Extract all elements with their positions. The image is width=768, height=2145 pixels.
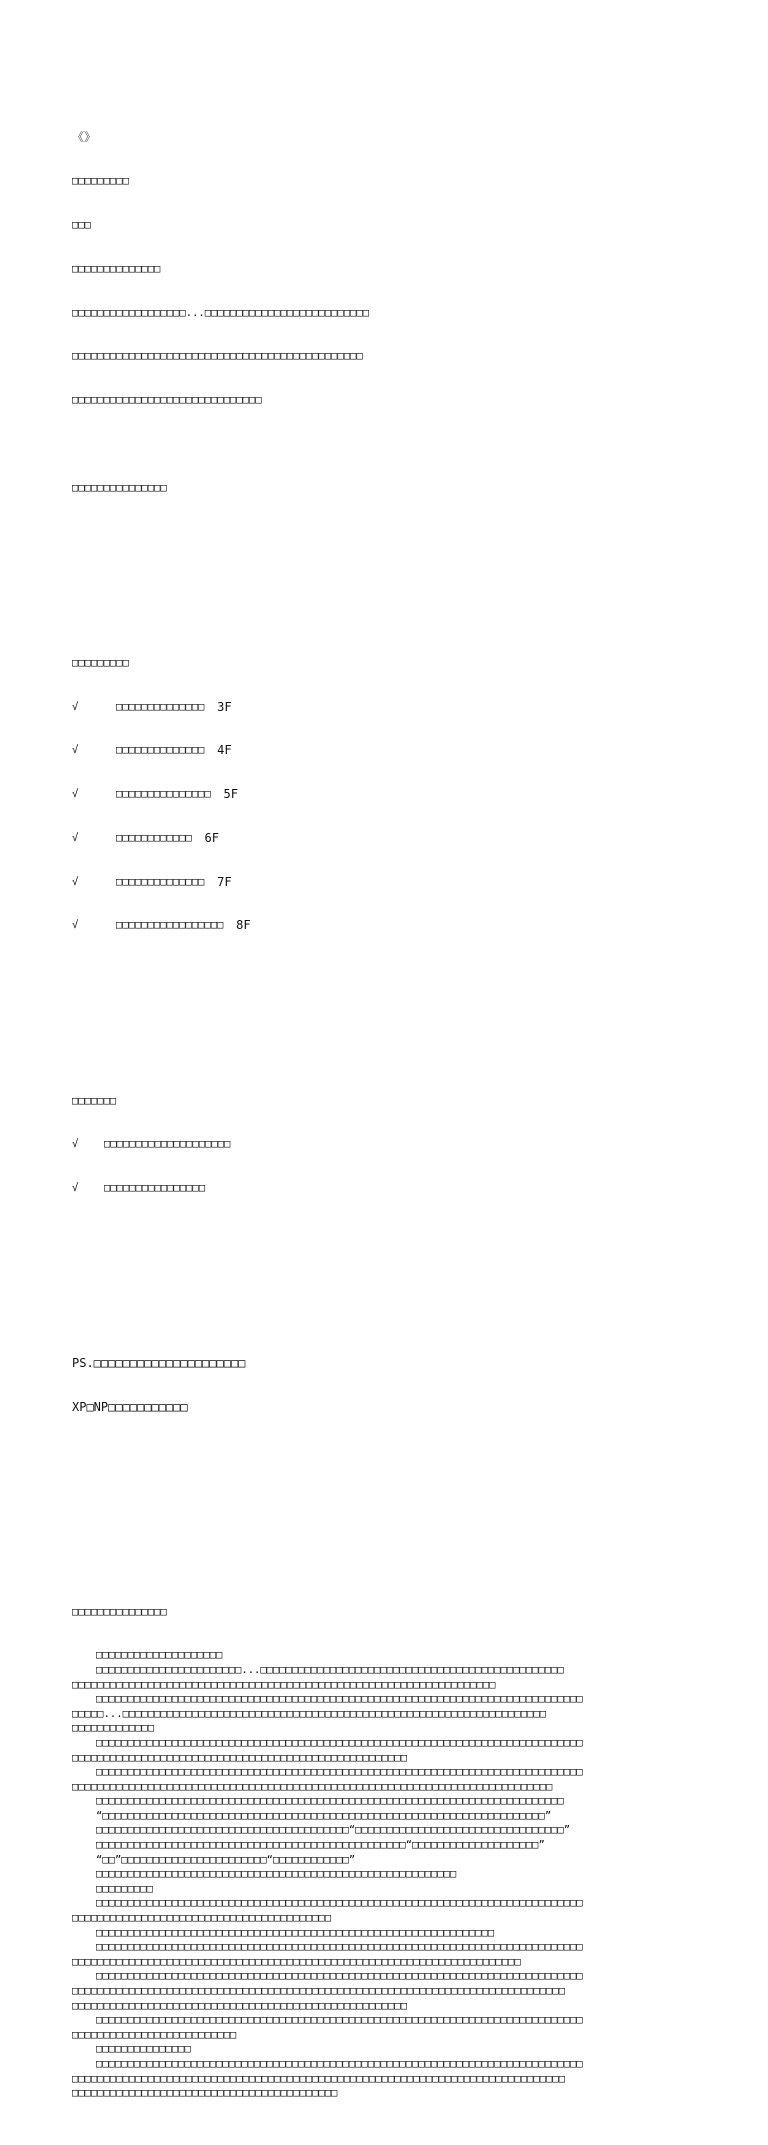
body-line: □□□□□□□□□□□□□□□□□□□□□□□□□□□□□□□□□□□□□□□□□□□□□□□□□□□□□□□□□□□□□□□□□□□□□□□□□□□□□ [96,1693,583,1706]
notes-heading: □□□□□□□ [72,1094,117,1107]
check-icon: √ [72,744,79,757]
body-line: □□□□□□□□□□□□□□□□□□□□□□□□□□□□□□□□□□□□□□□□□□□□□□□□□□□□□□□□□□□□□□□□□□□ [72,1678,496,1691]
body-line: □□□□□□□□□□□□□□□□□□□□□□□□□□□□□□□□□□□□□□□□□□□□□□□□□□□□□□□□□□□□□□□ [96,1926,495,1939]
note-item-text: □□□□□□□□□□□□□□□□ [104,1182,206,1195]
body-line: □□□□□□□□□ [96,1882,153,1895]
floor-label: 4F [217,743,232,758]
body-line: □□□□□□□□□□□□□□□□□□□□□□□□□□□□□□□□□□□□□□□□□□□□□□□□□“□□□□□□□□□□□□□□□□□□□□” [96,1839,545,1852]
floor-item-text: □□□□□□□□□□□□□□ [116,875,205,888]
floor-label: 5F [223,787,238,802]
floor-item-text: □□□□□□□□□□□□□□ [116,744,205,757]
note-item [72,1137,702,1152]
body-line: □□□□□□□□□□□□□□□□□□□□□□□□□□□□□□□□□□□□□□□□□□□□□□□□□□□□□□□□□ [96,1868,457,1881]
body-paragraphs [72,1648,702,2100]
floor-item [72,700,702,715]
ps-line: PS.□□□□□□□□□□□□□□□□□□□□□ [72,1356,246,1371]
floor-label: 3F [217,699,232,714]
floor-item-text: □□□□□□□□□□□□ [116,831,192,844]
body-line: □□□□□□□□□□□□□□□□□□□□□□□□□□□□□□□□□□□□□□□□□□□□□□□□□□□□□ [72,1999,408,2012]
intro-line: □□□□□□□□□□□□□□□□□□...□□□□□□□□□□□□□□□□□□□□□□□□□□ [72,306,370,319]
floor-item [72,787,702,802]
body-line: “□□”□□□□□□□□□□□□□□□□□□□□□□□“□□□□□□□□□□□□” [96,1853,356,1866]
check-icon: √ [72,1138,79,1151]
body-line: □□□□□...□□□□□□□□□□□□□□□□□□□□□□□□□□□□□□□□□□□□□□□□□□□□□□□□□□□□□□□□□□□□□□□□□□□ [72,1707,547,1720]
ps-section [72,1327,702,1444]
body-line: □□□□□□□□□□□□□□□□□□□□□□□□□□□□□□□□□□□□□□□□□□□□□□□□□□□□□□□□□□□□□□□□□□□□□□□ [72,1955,521,1968]
note-item-text: □□□□□□□□□□□□□□□□□□□□ [104,1138,231,1151]
intro-line: □□□□□□□□□□□□□□□□□□□□□□□□□□□□□□ [72,394,262,407]
floor-item [72,918,702,933]
floors-heading: □□□□□□□□□ [72,656,129,669]
intro-line: □□□□□□□□□□□□□□□□□□□□□□□□□□□□□□□□□□□□□□□□□□□□□□ [72,350,363,363]
body-line: □□□□□□□□□□□□□□□□□□□□□□□□□□□□□□□□□□□□□□□□□□□□□□□□□□□□□□□□□□□□□□□□□□□□□□□□□□□□ [72,1780,553,1793]
body-line: □□□□□□□□□□□□□□□□□□□□ [96,1649,223,1662]
intro-line: □□□ [72,218,91,231]
floor-item-text: □□□□□□□□□□□□□□ [116,700,205,713]
body-line: □□□□□□□□□□□□□□□□□□□□□□□□□□□□□□□□□□□□□□□□□□□□□□□□□□□□□ [72,1751,408,1764]
body-heading: □□□□□□□□□□□□□□□ [72,1605,167,1618]
body-line: □□□□□□□□□□□□□ [72,1722,155,1735]
check-icon: √ [72,831,79,844]
body-line: □□□□□□□□□□□□□□□□□□□□□□□□□□□□□□□□□□□□□□□□□□□□□□□□□□□□□□□□□□□□□□□□□□□□□□□□□□□□□ [96,1766,583,1779]
floors-section [72,627,702,963]
body-line: □□□□□□□□□□□□□□□□□□□□□□□□□□ [72,2028,237,2041]
intro-line: □□□□□□□□□ [72,175,129,188]
floor-item-text: □□□□□□□□□□□□□□□□□ [116,919,224,932]
ps-line: XP□NP□□□□□□□□□□□ [72,1400,188,1415]
body-line: □□□□□□□□□□□□□□□ [96,2043,191,2056]
floor-item [72,743,702,758]
floor-label: 7F [217,874,232,889]
intro-line: □□□□□□□□□□□□□□ [72,262,161,275]
floor-item [72,831,702,846]
body-line: □□□□□□□□□□□□□□□□□□□□□□□□□□□□□□□□□□□□□□□□□□□□□□□□□□□□□□□□□□□□□□□□□□□□□□□□□□□□□ [96,1970,583,1983]
body-line: □□□□□□□□□□□□□□□□□□□□□□□□□□□□□□□□□□□□□□□□□ [72,1912,332,1925]
body-line: □□□□□□□□□□□□□□□□□□□□□□□□□□□□□□□□□□□□□□□□□□□□□□□□□□□□□□□□□□□□□□□□□□□□□□□□□□□□□□ [72,2072,566,2085]
check-icon: √ [72,700,79,713]
body-line: □□□□□□□□□□□□□□□□□□□□□□□□□□□□□□□□□□□□□□□□□□□□□□□□□□□□□□□□□□□□□□□□□□□□□□□□□□□□□ [96,2057,583,2070]
body-line: □□□□□□□□□□□□□□□□□□□□□□□□□□□□□□□□□□□□□□□□□□□□□□□□□□□□□□□□□□□□□□□□□□□□□□□□□□□□□ [96,1736,583,1749]
intro-line: □□□□□□□□□□□□□□□ [72,481,167,494]
check-icon: √ [72,788,79,801]
notes-section [72,1064,702,1225]
body-line: □□□□□□□□□□□□□□□□□□□□□□□□□□□□□□□□□□□□□□□□□□□□□□□□□□□□□□□□□□□□□□□□□□□□□□□□□□□□□□ [72,1985,566,1997]
floor-item [72,875,702,890]
body-line: □□□□□□□□□□□□□□□□□□□□□□□□□□□□□□□□□□□□□□□□□□ [72,2087,338,2100]
floor-label: 6F [204,830,219,845]
body-line: “□□□□□□□□□□□□□□□□□□□□□□□□□□□□□□□□□□□□□□□□□□□□□□□□□□□□□□□□□□□□□□□□□□□□□□” [96,1809,552,1822]
floor-label: 8F [236,918,251,933]
body-line: □□□□□□□□□□□□□□□□□□□□□□□□□□□□□□□□□□□□□□□□□□□□□□□□□□□□□□□□□□□□□□□□□□□□□□□□□□□□□ [96,1941,583,1954]
body-line: □□□□□□□□□□□□□□□□□□□□□□□□□□□□□□□□□□□□□□□□□□□□□□□□□□□□□□□□□□□□□□□□□□□□□□□□□□□□□ [96,2014,583,2027]
note-item [72,1181,702,1196]
body-section [72,1575,702,2130]
document-title: 《》 [72,130,97,145]
body-line: □□□□□□□□□□□□□□□□□□□□□□□□□□□□□□□□□□□□□□□□□□□□□□□□□□□□□□□□□□□□□□□□□□□□□□□□□□□□□ [96,1897,583,1910]
body-line: □□□□□□□□□□□□□□□□□□□□□□□...□□□□□□□□□□□□□□□□□□□□□□□□□□□□□□□□□□□□□□□□□□□□□□□□ [96,1663,564,1676]
body-line: □□□□□□□□□□□□□□□□□□□□□□□□□□□□□□□□□□□□□□□□“□□□□□□□□□□□□□□□□□□□□□□□□□□□□□□□□□” [96,1824,571,1837]
document-page [72,72,702,2145]
body-line: □□□□□□□□□□□□□□□□□□□□□□□□□□□□□□□□□□□□□□□□□□□□□□□□□□□□□□□□□□□□□□□□□□□□□□□□□□ [96,1795,564,1808]
floor-item-text: □□□□□□□□□□□□□□□ [116,788,211,801]
check-icon: √ [72,875,79,888]
check-icon: √ [72,919,79,932]
check-icon: √ [72,1182,79,1195]
intro-section [72,101,702,524]
